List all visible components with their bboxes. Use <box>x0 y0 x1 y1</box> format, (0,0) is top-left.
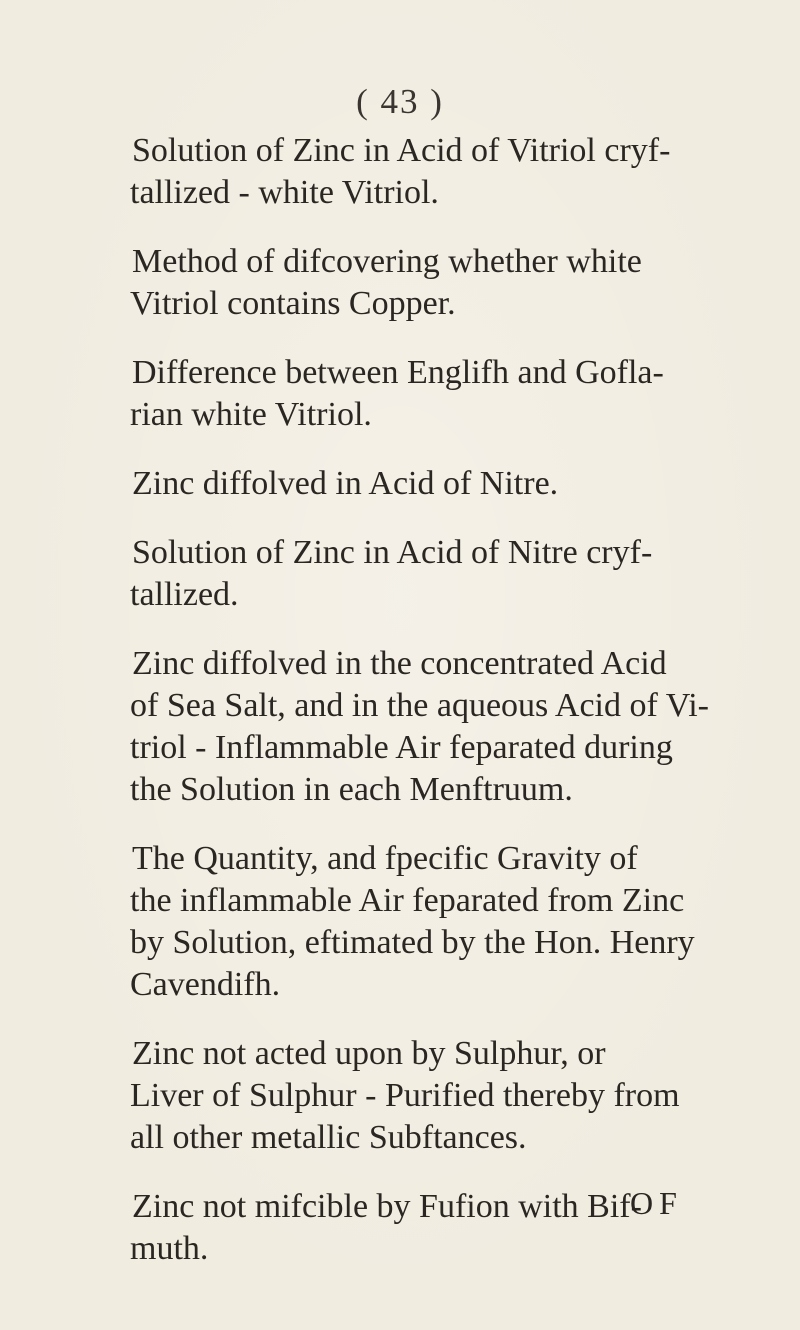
entry-line: rian white Vitriol. <box>130 396 372 433</box>
entry-line: Solution of Zinc in Acid of Vitriol cryf- <box>132 132 671 169</box>
entry-line: Zinc not mifcible by Fufion with Bif- <box>132 1188 642 1225</box>
entry-line: The Quantity, and fpecific Gravity of <box>132 840 638 877</box>
entry-line: triol - Inflammable Air feparated during <box>130 729 673 766</box>
entry <box>130 838 695 1006</box>
entry-list <box>130 130 709 1297</box>
entry-line: by Solution, eftimated by the Hon. Henry <box>130 924 695 961</box>
entry-line: Difference between Englifh and Gofla- <box>132 354 664 391</box>
entry <box>130 1033 690 1159</box>
entry <box>130 1186 690 1270</box>
entry-line: Zinc not acted upon by Sulphur, or <box>132 1035 606 1072</box>
entry-line: muth. <box>130 1230 209 1267</box>
entry-line: the inflammable Air feparated from Zinc <box>130 882 685 919</box>
catchword: OF <box>630 1185 683 1221</box>
entry-line: Liver of Sulphur - Purified thereby from <box>130 1077 680 1114</box>
entry <box>130 352 690 436</box>
entry <box>130 643 709 811</box>
entry-line: the Solution in each Menftruum. <box>130 771 573 808</box>
entry <box>130 241 690 325</box>
entry-line: Zinc diffolved in the concentrated Acid <box>132 645 667 682</box>
entry-line: all other metallic Subftances. <box>130 1119 527 1156</box>
entry-line: Method of difcovering whether white <box>132 243 642 280</box>
entry-line: Vitriol contains Copper. <box>130 285 456 322</box>
entry <box>130 463 690 505</box>
entry <box>130 130 690 214</box>
entry-line: Zinc diffolved in Acid of Nitre. <box>132 465 559 502</box>
entry-line: of Sea Salt, and in the aqueous Acid of Vi- <box>130 687 709 724</box>
entry-line: Solution of Zinc in Acid of Nitre cryf- <box>132 534 653 571</box>
entry-line: tallized - white Vitriol. <box>130 174 439 211</box>
entry-line: Cavendifh. <box>130 966 281 1003</box>
entry-line: tallized. <box>130 576 239 613</box>
entry <box>130 532 690 616</box>
page-number: ( 43 ) <box>356 82 444 121</box>
